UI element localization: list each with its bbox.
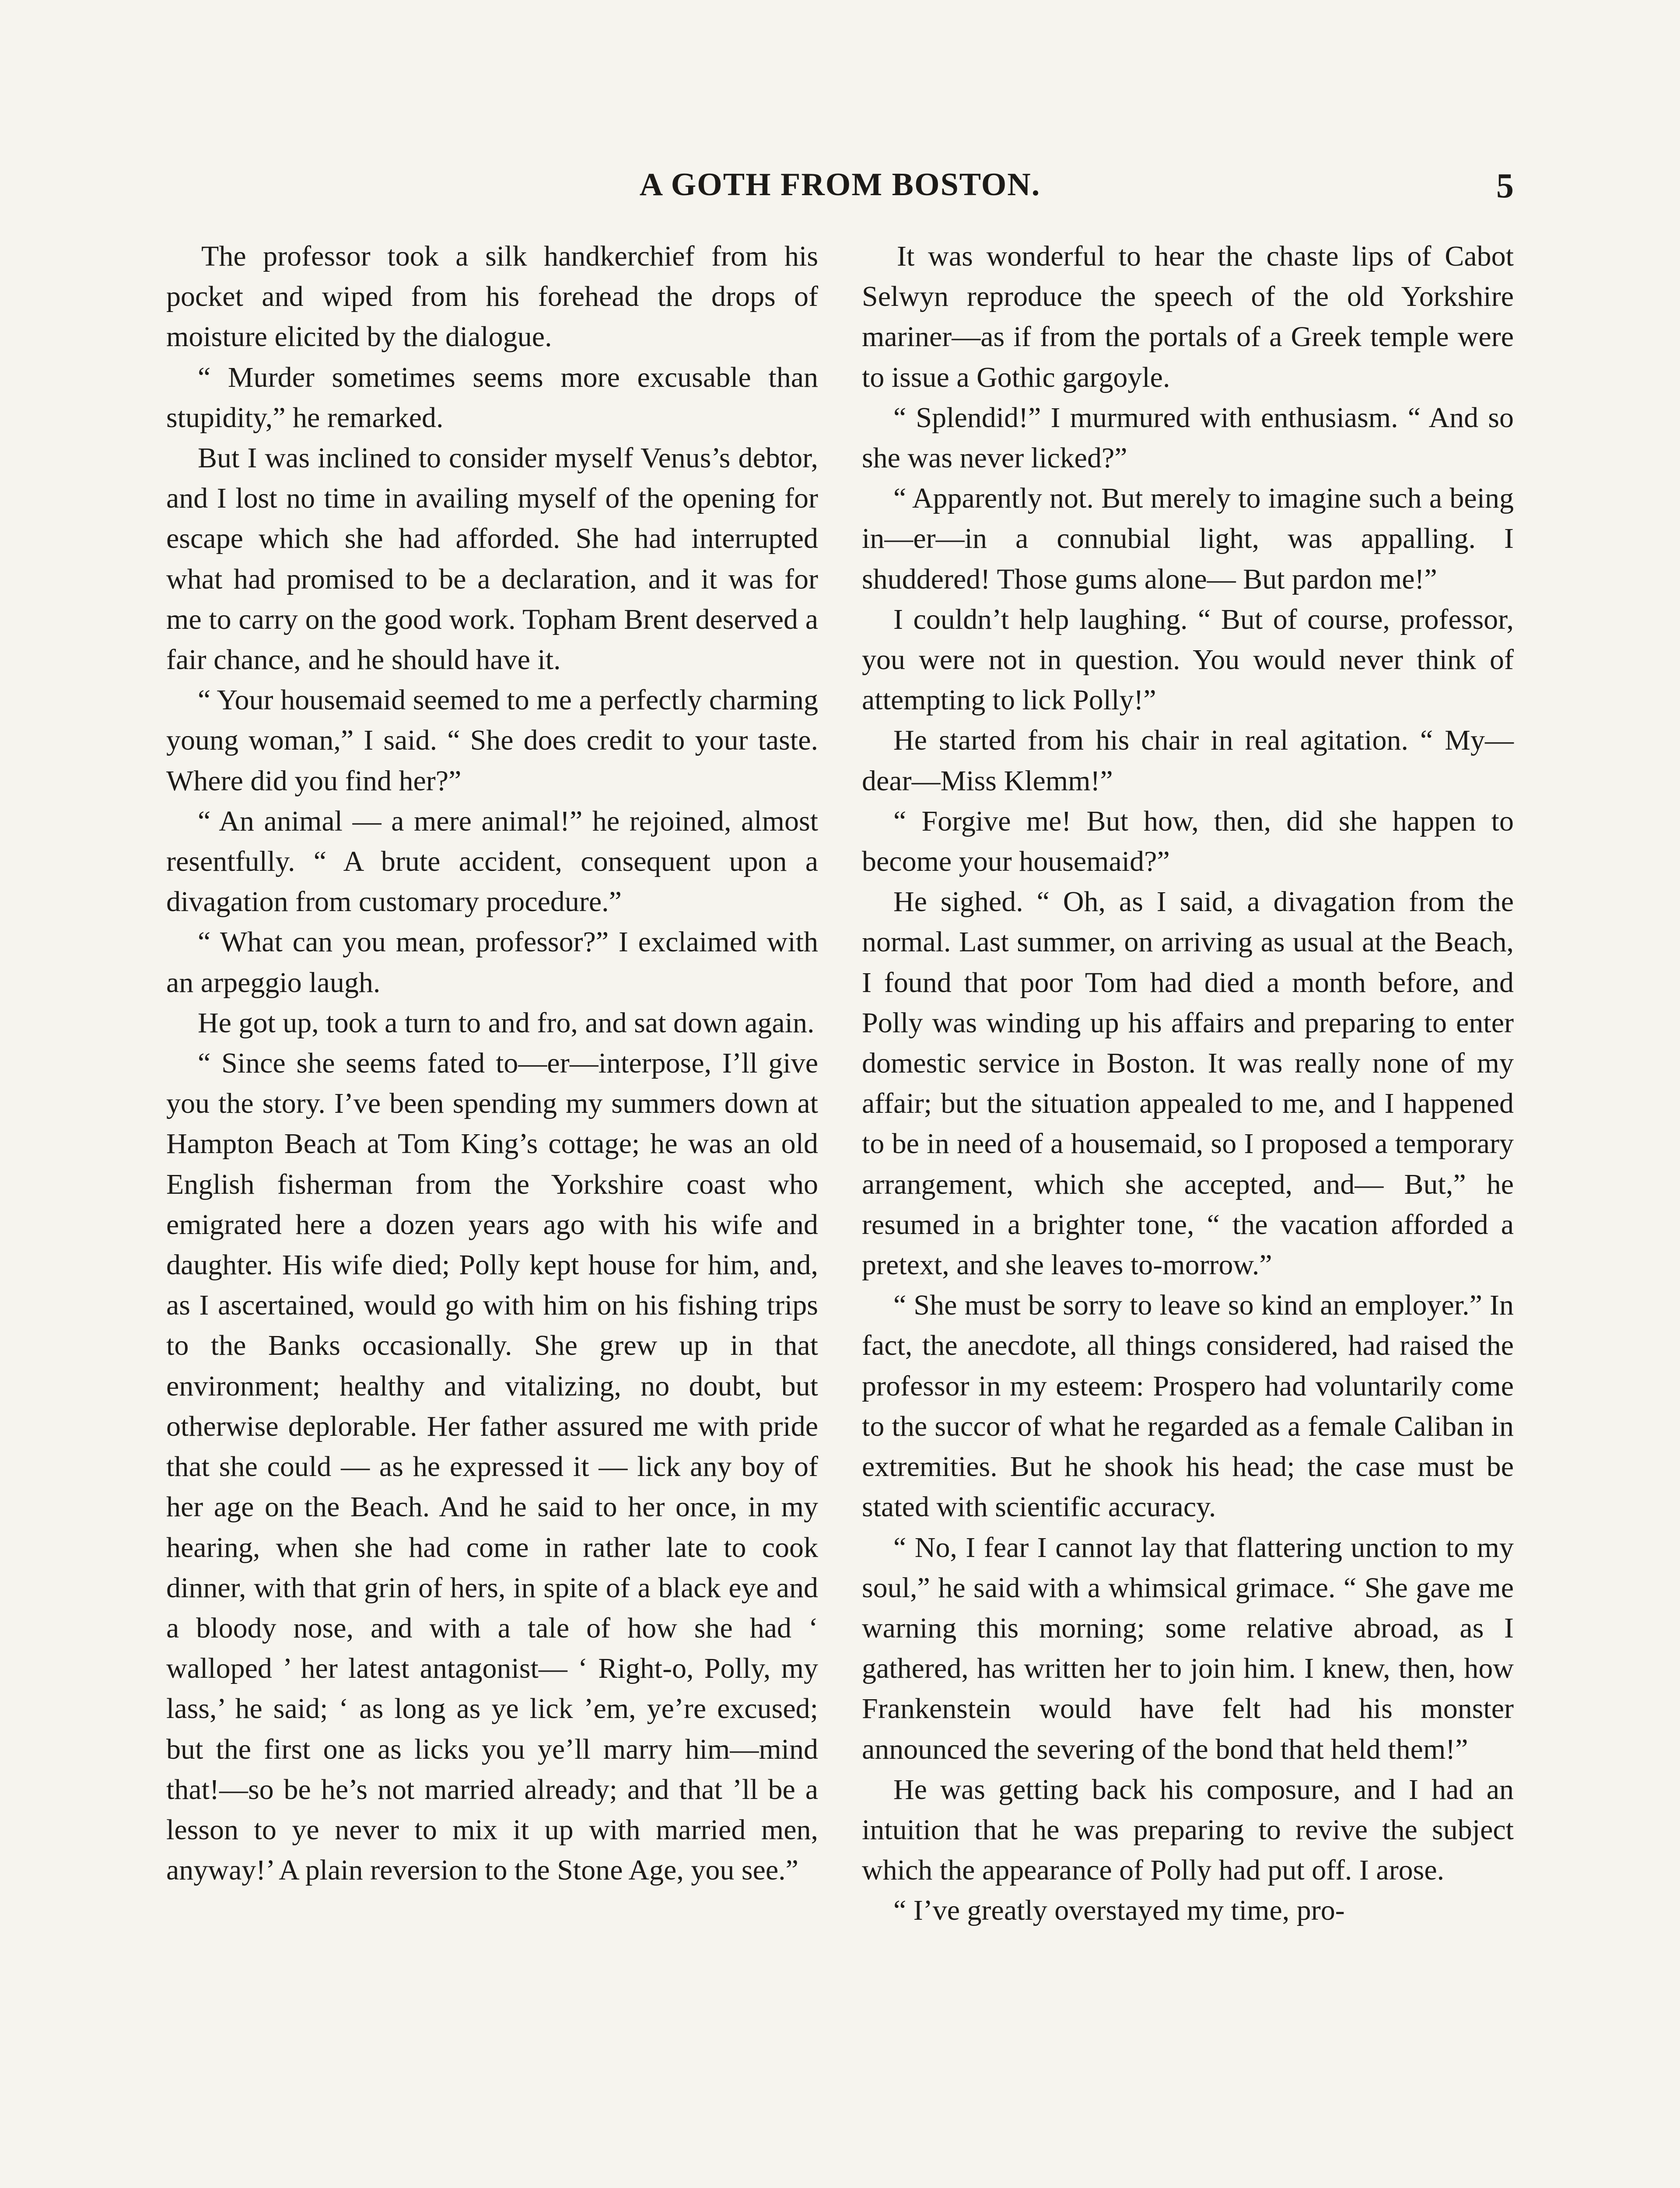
- paragraph: “ What can you mean, professor?” I exclaimed with an arpeggio laugh.: [166, 926, 818, 999]
- paragraph: He was getting back his composure, and I had an intuition that he was preparing to revive the subject which the appearance of Polly had put off. I arose.: [862, 1773, 1514, 1886]
- body-text: [166, 236, 1514, 2188]
- paragraph: “ Forgive me! But how, then, did she happen to become your housemaid?”: [862, 805, 1514, 878]
- paragraph: “ An animal — a mere animal!” he rejoined, almost resentfully. “ A brute accident, consequent upon a divagation from customary procedure.”: [166, 805, 818, 918]
- running-head-title: A GOTH FROM BOSTON.: [639, 167, 1041, 203]
- paragraph: “ Apparently not. But merely to imagine such a being in—er—in a connubial light, was appalling. I shuddered! Those gums alone— But pardon me!”: [862, 482, 1514, 595]
- paragraph: He got up, took a turn to and fro, and sat down again.: [198, 1006, 815, 1039]
- paragraph: I couldn’t help laughing. “ But of course, professor, you were not in question. You would never think of attempting to lick Polly!”: [862, 603, 1514, 716]
- paragraph: “ Murder sometimes seems more excusable than stupidity,” he remarked.: [166, 361, 818, 434]
- paragraph: “ No, I fear I cannot lay that flattering unction to my soul,” he said with a whimsical grimace. “ She gave me warning this morning; some relative abroad, as I gathered, has written her to join him. I knew, then, how Frankenstein would have felt had his monster announced the severing of the bond that held them!”: [862, 1531, 1514, 1765]
- paragraph: It was wonderful to hear the chaste lips of Cabot Selwyn reproduce the speech of the old Yorkshire mariner—as if from the portals of a Greek temple were to issue a Gothic gargoyle.: [862, 240, 1514, 393]
- paragraph: “ I’ve greatly overstayed my time, pro-: [893, 1894, 1345, 1927]
- right-column: [862, 236, 1514, 2188]
- paragraph: But I was inclined to consider myself Venus’s debtor, and I lost no time in availing myself of the opening for escape which she had afforded. She had interrupted what had promised to be a declaration, and it was for me to carry on the good work. Topham Brent deserved a fair chance, and he should have it.: [166, 442, 818, 676]
- paragraph: He sighed. “ Oh, as I said, a divagation from the normal. Last summer, on arriving as usual at the Beach, I found that poor Tom had died a month before, and Polly was winding up his affairs and preparing to enter domestic service in Boston. It was really none of my affair; but the situation appealed to me, and I happened to be in need of a housemaid, so I proposed a temporary arrangement, which she accepted, and— But,” he resumed in a brighter tone, “ the vacation afforded a pretext, and she leaves to-morrow.”: [862, 886, 1514, 1281]
- page-number: 5: [1496, 167, 1514, 205]
- paragraph: “ Since she seems fated to—er—interpose, I’ll give you the story. I’ve been spending my summers down at Hampton Beach at Tom King’s cottage; he was an old English fisherman from the Yorkshire coast who emigrated here a dozen years ago with his wife and daughter. His wife died; Polly kept house for him, and, as I ascertained, would go with him on his fishing trips to the Banks occasionally. She grew up in that environment; healthy and vitalizing, no doubt, but otherwise deplorable. Her father assured me with pride that she could — as he expressed it — lick any boy of her age on the Beach. And he said to her once, in my hearing, when she had come in rather late to cook dinner, with that grin of hers, in spite of a black eye and a bloody nose, and with a tale of how she had ‘ walloped ’ her latest antagonist— ‘ Right-o, Polly, my lass,’ he said; ‘ as long as ye lick ’em, ye’re excused; but the first one as licks you ye’ll marry him—mind that!—so be he’s not married already; and that ’ll be a lesson to ye never to mix it up with married men, anyway!’ A plain reversion to the Stone Age, you see.”: [166, 1047, 818, 1886]
- paragraph: “ Splendid!” I murmured with enthusiasm. “ And so she was never licked?”: [862, 401, 1514, 474]
- page-header: [166, 166, 1514, 214]
- paragraph: “ She must be sorry to leave so kind an employer.” In fact, the anecdote, all things considered, had raised the professor in my esteem: Prospero had voluntarily come to the succor of what he regarded as a female Caliban in extremities. But he shook his head; the case must be stated with scientific accuracy.: [862, 1289, 1514, 1523]
- paragraph: The professor took a silk handkerchief from his pocket and wiped from his forehead the drops of moisture elicited by the dialogue.: [166, 240, 818, 353]
- left-column: [166, 236, 818, 2188]
- paragraph: He started from his chair in real agitation. “ My—dear—Miss Klemm!”: [862, 724, 1514, 797]
- paragraph: “ Your housemaid seemed to me a perfectly charming young woman,” I said. “ She does credit to your taste. Where did you find her?”: [166, 684, 818, 797]
